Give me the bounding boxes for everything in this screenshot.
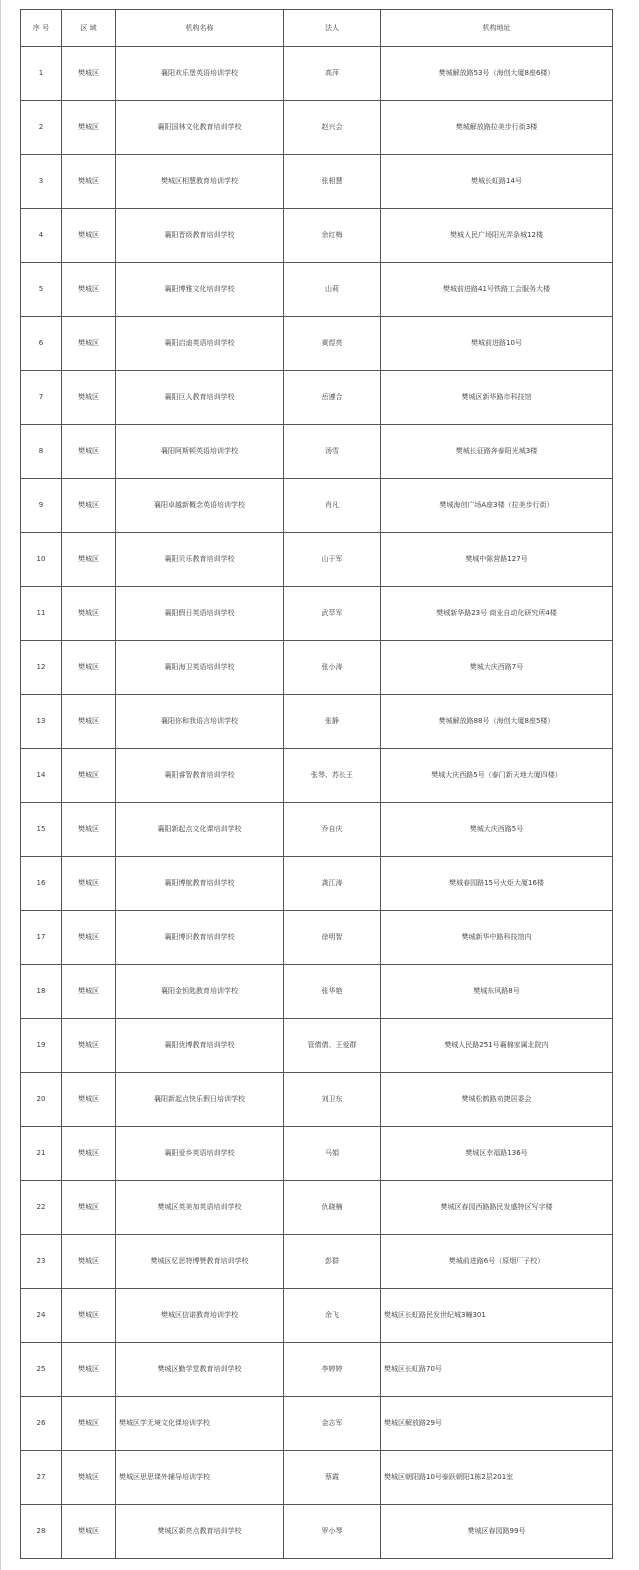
- table-row: [21, 1451, 613, 1505]
- table-row: [21, 47, 613, 101]
- cell-serial-number: 19: [21, 1019, 62, 1073]
- cell-institution-address: 樊城区解放路29号: [381, 1397, 613, 1451]
- cell-legal-representative: 张琴、苏长王: [284, 749, 381, 803]
- cell-serial-number: 26: [21, 1397, 62, 1451]
- cell-district: 樊城区: [62, 1343, 116, 1397]
- cell-legal-representative: 管倩倩、王爱群: [284, 1019, 381, 1073]
- table-row: [21, 101, 613, 155]
- cell-legal-representative: 金志军: [284, 1397, 381, 1451]
- cell-district: 樊城区: [62, 263, 116, 317]
- cell-district: 樊城区: [62, 1235, 116, 1289]
- cell-legal-representative: 张静: [284, 695, 381, 749]
- cell-institution-name: 襄阳睿智教育培训学校: [116, 749, 284, 803]
- cell-legal-representative: 余红梅: [284, 209, 381, 263]
- table-row: [21, 803, 613, 857]
- cell-institution-address: 樊城松鹤路劝捷居委会: [381, 1073, 613, 1127]
- cell-district: 樊城区: [62, 209, 116, 263]
- table-row: [21, 749, 613, 803]
- cell-institution-address: 樊城东风路8号: [381, 965, 613, 1019]
- cell-serial-number: 3: [21, 155, 62, 209]
- cell-legal-representative: 山于军: [284, 533, 381, 587]
- cell-legal-representative: 汤雪: [284, 425, 381, 479]
- cell-institution-name: 樊城区相慧教育培训学校: [116, 155, 284, 209]
- cell-serial-number: 21: [21, 1127, 62, 1181]
- cell-district: 樊城区: [62, 695, 116, 749]
- cell-legal-representative: 余飞: [284, 1289, 381, 1343]
- cell-district: 樊城区: [62, 1019, 116, 1073]
- table-row: [21, 425, 613, 479]
- cell-district: 樊城区: [62, 533, 116, 587]
- table-row: [21, 1073, 613, 1127]
- table-row: [21, 911, 613, 965]
- cell-institution-address: 樊城人民广场阳光弄条城12楼: [381, 209, 613, 263]
- header-district: 区 域: [62, 10, 116, 47]
- cell-institution-name: 襄阳你和我语言培训学校: [116, 695, 284, 749]
- cell-legal-representative: 马娟: [284, 1127, 381, 1181]
- cell-institution-address: 樊城长征路奔泰阳光城3楼: [381, 425, 613, 479]
- cell-institution-address: 樊城大庆西路5号: [381, 803, 613, 857]
- table-header-row: [21, 10, 613, 47]
- cell-serial-number: 6: [21, 317, 62, 371]
- table-row: [21, 1397, 613, 1451]
- cell-serial-number: 20: [21, 1073, 62, 1127]
- cell-institution-address: 樊城长虹路14号: [381, 155, 613, 209]
- header-institution-address: 机构地址: [381, 10, 613, 47]
- table-row: [21, 1235, 613, 1289]
- cell-legal-representative: 徐明智: [284, 911, 381, 965]
- cell-institution-name: 襄阳博航教育培训学校: [116, 857, 284, 911]
- cell-district: 樊城区: [62, 425, 116, 479]
- table-row: [21, 965, 613, 1019]
- cell-district: 樊城区: [62, 47, 116, 101]
- cell-serial-number: 11: [21, 587, 62, 641]
- header-serial-number: 序 号: [21, 10, 62, 47]
- cell-institution-name: 襄阳假日英语培训学校: [116, 587, 284, 641]
- cell-institution-address: 樊城大庆西路7号: [381, 641, 613, 695]
- cell-serial-number: 8: [21, 425, 62, 479]
- cell-institution-name: 樊城区新亮点教育培训学校: [116, 1505, 284, 1559]
- cell-legal-representative: 张华艳: [284, 965, 381, 1019]
- cell-district: 樊城区: [62, 1181, 116, 1235]
- cell-serial-number: 1: [21, 47, 62, 101]
- cell-district: 樊城区: [62, 965, 116, 1019]
- cell-legal-representative: 肖凡: [284, 479, 381, 533]
- cell-institution-name: 襄阳欢乐堡英语培训学校: [116, 47, 284, 101]
- cell-institution-address: 樊城区朝阳路10号泰跃朝阳1栋2层201室: [381, 1451, 613, 1505]
- cell-institution-name: 襄阳金钥匙教育培训学校: [116, 965, 284, 1019]
- table-row: [21, 209, 613, 263]
- cell-legal-representative: 黄煜亮: [284, 317, 381, 371]
- cell-institution-name: 襄阳优博教育培训学校: [116, 1019, 284, 1073]
- cell-district: 樊城区: [62, 1289, 116, 1343]
- cell-institution-name: 樊城区学无境文化课培训学校: [116, 1397, 284, 1451]
- cell-institution-name: 襄阳晋级教育培训学校: [116, 209, 284, 263]
- cell-institution-name: 襄阳博雅文化培训学校: [116, 263, 284, 317]
- cell-institution-address: 樊城解放路88号（海创大厦8座5楼）: [381, 695, 613, 749]
- cell-serial-number: 23: [21, 1235, 62, 1289]
- table-row: [21, 533, 613, 587]
- cell-institution-address: 樊城前进路41号铁路工会服务大楼: [381, 263, 613, 317]
- cell-legal-representative: 仇晓楠: [284, 1181, 381, 1235]
- cell-legal-representative: 高萍: [284, 47, 381, 101]
- cell-institution-address: 樊城中陈营路127号: [381, 533, 613, 587]
- cell-institution-name: 襄阳阿斯顿英语培训学校: [116, 425, 284, 479]
- table-row: [21, 587, 613, 641]
- cell-institution-name: 樊城区思思课外辅导培训学校: [116, 1451, 284, 1505]
- cell-legal-representative: 彭群: [284, 1235, 381, 1289]
- cell-legal-representative: 张相慧: [284, 155, 381, 209]
- cell-serial-number: 4: [21, 209, 62, 263]
- cell-legal-representative: 乔自庆: [284, 803, 381, 857]
- table-row: [21, 371, 613, 425]
- cell-institution-name: 襄阳卓越新概念英语培训学校: [116, 479, 284, 533]
- cell-serial-number: 12: [21, 641, 62, 695]
- cell-district: 樊城区: [62, 749, 116, 803]
- cell-institution-name: 樊城区信诺教育培训学校: [116, 1289, 284, 1343]
- cell-legal-representative: 龚江涛: [284, 857, 381, 911]
- cell-serial-number: 13: [21, 695, 62, 749]
- cell-institution-address: 樊城区春园路99号: [381, 1505, 613, 1559]
- table-row: [21, 1019, 613, 1073]
- cell-serial-number: 9: [21, 479, 62, 533]
- cell-district: 樊城区: [62, 371, 116, 425]
- cell-institution-name: 襄阳巨人教育培训学校: [116, 371, 284, 425]
- cell-district: 樊城区: [62, 1397, 116, 1451]
- cell-serial-number: 16: [21, 857, 62, 911]
- cell-district: 樊城区: [62, 857, 116, 911]
- cell-institution-address: 樊城区幸福路136号: [381, 1127, 613, 1181]
- cell-serial-number: 7: [21, 371, 62, 425]
- cell-district: 樊城区: [62, 479, 116, 533]
- cell-institution-address: 樊城区长虹路70号: [381, 1343, 613, 1397]
- cell-district: 樊城区: [62, 155, 116, 209]
- cell-institution-address: 樊城海创广场A座3楼（拉美步行街）: [381, 479, 613, 533]
- cell-serial-number: 2: [21, 101, 62, 155]
- cell-institution-name: 襄阳博识教育培训学校: [116, 911, 284, 965]
- cell-legal-representative: 张小涛: [284, 641, 381, 695]
- cell-serial-number: 14: [21, 749, 62, 803]
- cell-institution-address: 樊城区新华路市科技馆: [381, 371, 613, 425]
- cell-district: 樊城区: [62, 911, 116, 965]
- cell-district: 樊城区: [62, 317, 116, 371]
- cell-district: 樊城区: [62, 101, 116, 155]
- table-row: [21, 1343, 613, 1397]
- cell-institution-address: 樊城区春园西路路民发盛特区写字楼: [381, 1181, 613, 1235]
- cell-serial-number: 5: [21, 263, 62, 317]
- header-institution-name: 机构名称: [116, 10, 284, 47]
- cell-institution-name: 樊城区忆思特博赞教育培训学校: [116, 1235, 284, 1289]
- cell-institution-name: 樊城区英美加英语培训学校: [116, 1181, 284, 1235]
- cell-legal-representative: 刘卫东: [284, 1073, 381, 1127]
- cell-institution-name: 襄阳贝乐教育培训学校: [116, 533, 284, 587]
- cell-institution-name: 襄阳海卫英语培训学校: [116, 641, 284, 695]
- cell-institution-name: 襄阳国林文化教育培训学校: [116, 101, 284, 155]
- cell-serial-number: 25: [21, 1343, 62, 1397]
- cell-district: 樊城区: [62, 803, 116, 857]
- cell-institution-name: 襄阳新起点文化课培训学校: [116, 803, 284, 857]
- cell-institution-address: 樊城春园路15号火炬大厦16楼: [381, 857, 613, 911]
- cell-district: 樊城区: [62, 1451, 116, 1505]
- header-legal-representative: 法人: [284, 10, 381, 47]
- table-row: [21, 155, 613, 209]
- cell-district: 樊城区: [62, 1505, 116, 1559]
- cell-institution-address: 樊城解放路拉美步行街3楼: [381, 101, 613, 155]
- cell-institution-address: 樊城新华路23号 商业自动化研究所4楼: [381, 587, 613, 641]
- table-row: [21, 479, 613, 533]
- cell-legal-representative: 赵兴会: [284, 101, 381, 155]
- cell-legal-representative: 罗小琴: [284, 1505, 381, 1559]
- cell-institution-address: 樊城前进路6号（原烟厂子校）: [381, 1235, 613, 1289]
- cell-serial-number: 10: [21, 533, 62, 587]
- institution-table: [20, 9, 613, 1559]
- cell-serial-number: 28: [21, 1505, 62, 1559]
- cell-institution-address: 樊城区长虹路民发世纪城3幢301: [381, 1289, 613, 1343]
- cell-serial-number: 27: [21, 1451, 62, 1505]
- cell-serial-number: 24: [21, 1289, 62, 1343]
- table-row: [21, 1289, 613, 1343]
- cell-serial-number: 18: [21, 965, 62, 1019]
- cell-district: 樊城区: [62, 1073, 116, 1127]
- cell-legal-representative: 山莉: [284, 263, 381, 317]
- table-row: [21, 641, 613, 695]
- cell-legal-representative: 岳遵合: [284, 371, 381, 425]
- cell-institution-name: 襄阳启迪英语培训学校: [116, 317, 284, 371]
- cell-legal-representative: 蔡霞: [284, 1451, 381, 1505]
- cell-serial-number: 17: [21, 911, 62, 965]
- cell-institution-address: 樊城人民路251号襄棉家属北院内: [381, 1019, 613, 1073]
- cell-legal-representative: 武萃军: [284, 587, 381, 641]
- table-row: [21, 1127, 613, 1181]
- cell-institution-address: 樊城解放路53号（海创大厦8座6楼）: [381, 47, 613, 101]
- table-row: [21, 317, 613, 371]
- cell-institution-name: 樊城区勤学堂教育培训学校: [116, 1343, 284, 1397]
- cell-institution-address: 樊城新华中路科技馆内: [381, 911, 613, 965]
- cell-district: 樊城区: [62, 641, 116, 695]
- cell-legal-representative: 李婷婷: [284, 1343, 381, 1397]
- table-row: [21, 263, 613, 317]
- table-row: [21, 1505, 613, 1559]
- cell-serial-number: 15: [21, 803, 62, 857]
- table-body: [21, 47, 613, 1559]
- cell-institution-address: 樊城大庆西路5号（泰门新天地大厦四楼）: [381, 749, 613, 803]
- cell-district: 樊城区: [62, 587, 116, 641]
- table-row: [21, 1181, 613, 1235]
- cell-district: 樊城区: [62, 1127, 116, 1181]
- cell-institution-name: 襄阳新起点快乐假日培训学校: [116, 1073, 284, 1127]
- cell-institution-name: 襄阳爱乡英语培训学校: [116, 1127, 284, 1181]
- cell-institution-address: 樊城前进路10号: [381, 317, 613, 371]
- table-row: [21, 695, 613, 749]
- cell-serial-number: 22: [21, 1181, 62, 1235]
- table-row: [21, 857, 613, 911]
